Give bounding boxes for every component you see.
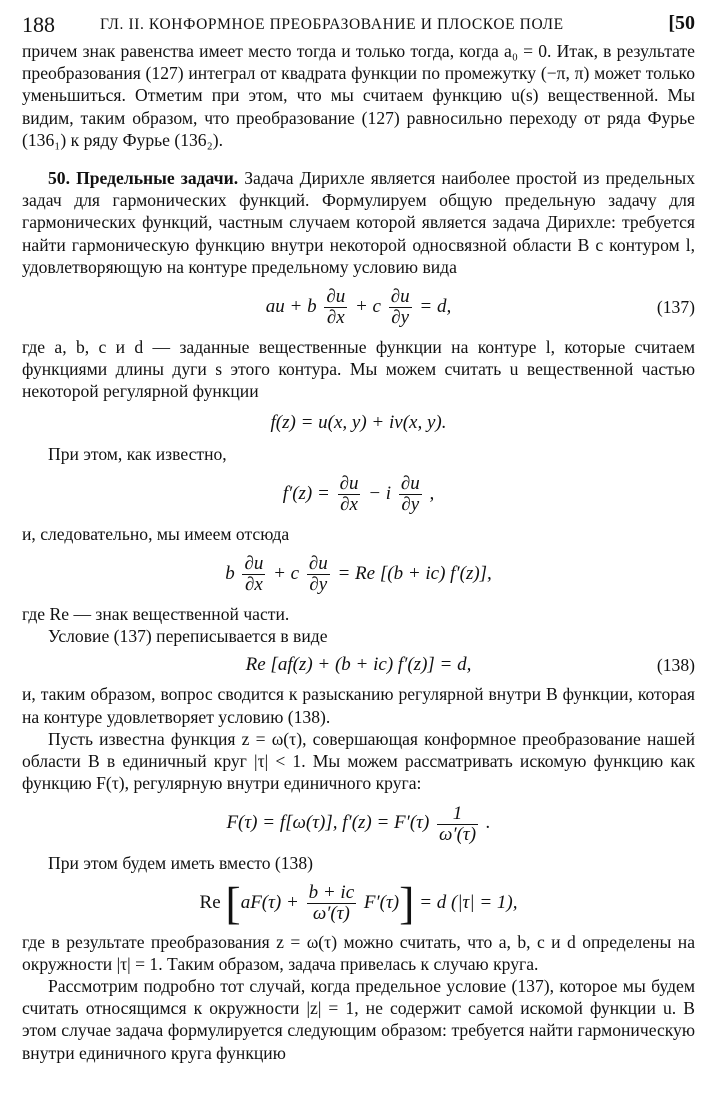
equation-f: f(z) = u(x, y) + iv(x, y). (270, 411, 447, 433)
equation-138: Re [af(z) + (b + ic) f′(z)] = d, (138) (22, 647, 695, 683)
equation-number: (137) (656, 297, 695, 318)
running-header (22, 10, 695, 40)
paragraph: Пусть известна функция z = ω(τ), совершающая конформное преобразование нашей области B в единичный круг |τ| < 1. Мы можем рассматривать искомую функцию как функцию F(τ), регулярную внутри единичного круга: (22, 728, 695, 794)
chapter-title: ГЛ. II. КОНФОРМНОЕ ПРЕОБРАЗОВАНИЕ И ПЛОСКОЕ ПОЛЕ (100, 16, 564, 33)
paragraph-text: Задача Дирихле является наиболее простой из предельных задач для гармонических функций. Формулируем общую предельную задачу для гармонических функций, частным случаем которой является задача Дирихле: требуется найти гармоническую функцию внутри некоторой односвязной области B с контуром l, удовлетворяющую на контуре предельному условию вида (22, 168, 695, 277)
equation-fprime: f′(z) = $\frac{\partial u}{\partial x}$ − i $\frac{\partial u}{\partial y}$ , (282, 472, 435, 515)
equation-number: (138) (656, 655, 695, 676)
paragraph: При этом, как известно, (48, 443, 227, 464)
paragraph: причем знак равенства имеет место тогда и только тогда, когда a₀ = 0. Итак, в результате преобразования (127) интеграл от квадрата функции по промежутку (−π, π) может только уменьшиться. Отметим при этом, что мы считаем функцию u(s) вещественной. Мы видим, таким образом, что преобразование (127) равносильно переходу от ряда Фурье (136₁) к ряду Фурье (136₂). (22, 41, 695, 150)
page-number: 188 (22, 12, 55, 37)
equation-F: F(τ) = f[ω(τ)], f′(z) = F′(τ) $\frac{1}{\omega'(\tau)}$ . (226, 802, 491, 845)
paragraph: и, следовательно, мы имеем отсюда (22, 523, 290, 544)
paragraph: Рассмотрим подробно тот случай, когда предельное условие (137), которое мы будем считать относящимся к окружности |z| = 1, не содержит самой искомой функции u. В этом случае задача формулируется следующим образом: требуется найти гармоническую внутри единичного круга функцию (22, 976, 695, 1063)
equation-b: b $\frac{\partial u}{\partial x}$ + c $\frac{\partial u}{\partial y}$ = Re [(b + ic) f′(z)], (225, 553, 492, 596)
section-heading: 50. Предельные задачи. (48, 168, 239, 189)
paragraph: где Re — знак вещественной части. (22, 604, 290, 625)
equation-last: Re [aF(τ) + $\frac{b + ic}{\omega'(\tau)}$ F′(τ)] = d (|τ| = 1), (199, 877, 518, 929)
paragraph (22, 167, 695, 278)
paragraph: где в результате преобразования z = ω(τ) можно считать, что a, b, c и d определены на окружности |τ| = 1. Таким образом, задача привелась к случаю круга. (22, 931, 695, 974)
paragraph: где a, b, c и d — заданные вещественные функции на контуре l, которые считаем функциями длины дуги s этого контура. Мы можем считать u вещественной частью некоторой регулярной функции (22, 337, 695, 402)
paragraph: При этом будем иметь вместо (138) (48, 853, 314, 874)
paragraph: Условие (137) переписывается в виде (48, 626, 328, 647)
section-marker: [50 (668, 12, 695, 34)
paragraph: и, таким образом, вопрос сводится к разысканию регулярной внутри B функции, которая на контуре удовлетворяет условию (138). (22, 684, 695, 727)
equation-137: au + b $\frac{\partial u}{\partial x}$ + c $\frac{\partial u}{\partial y}$ = d, (137) (22, 278, 695, 336)
